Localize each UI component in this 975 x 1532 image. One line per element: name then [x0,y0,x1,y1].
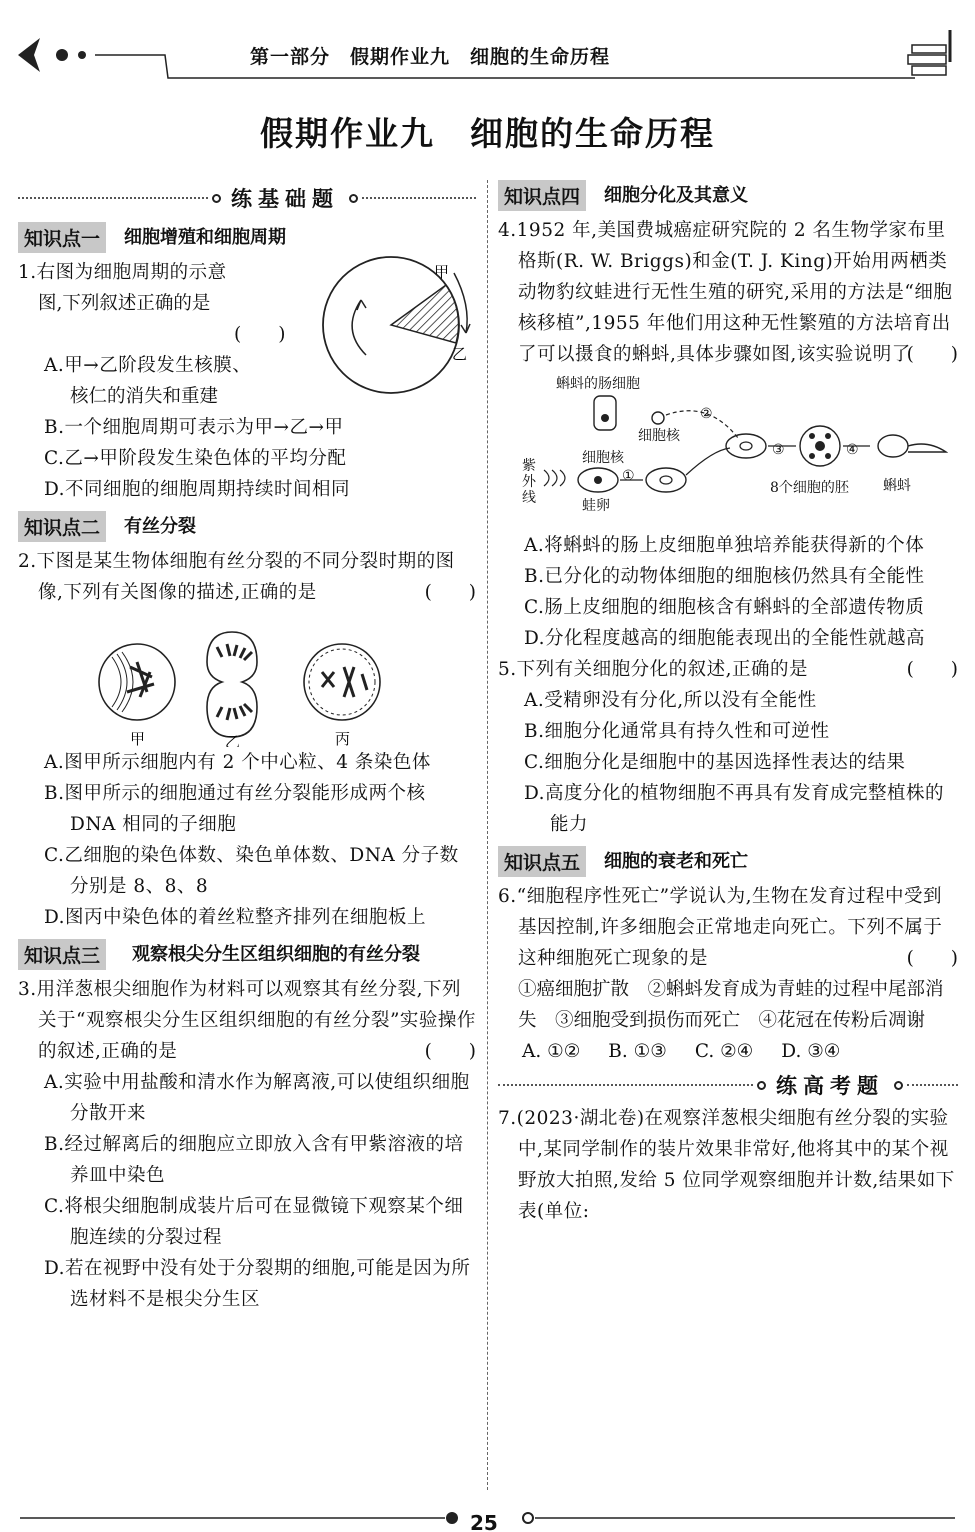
option-d: D.图丙中染色体的着丝粒整齐排列在细胞板上 [44,907,427,928]
page-number: 25 [470,1511,498,1532]
page-header [0,0,975,90]
question-items: ①癌细胞扩散 ②蝌蚪发育成为青蛙的过程中尾部消失 ③细胞受到损伤而死亡 ④花冠在传粉后凋谢 [518,979,944,1031]
figure-label-jia: 甲 [130,730,146,747]
svg-text:细胞核: 细胞核 [638,428,680,444]
option-c: C.将根尖细胞制成装片后可在显微镜下观察某个细胞连续的分裂过程 [44,1196,464,1248]
knowledge-point-2: 知识点二 有丝分裂 [18,511,476,542]
dot-icon [757,1081,766,1090]
option-b: B.细胞分化通常具有持久性和可逆性 [524,721,830,742]
dot-icon [523,1513,533,1523]
option-a: A.将蝌蚪的肠上皮细胞单独培养能获得新的个体 [524,535,925,556]
svg-text:④: ④ [846,442,859,458]
mitosis-figure [82,612,412,747]
question-6: 6.“细胞程序性死亡”学说认为,生物在发育过程中受到基因控制,许多细胞会正常地走向死亡。下列不属于这种细胞死亡现象的是 ( ) ①癌细胞扩散 ②蝌蚪发育成为青蛙的过程中尾部消失 ③细胞受到损伤而死亡 ④花冠在传粉后凋谢 A. ①② B. ①③ C. ②④ D. ③④ [498,881,958,1067]
knowledge-point-4: 知识点四 细胞分化及其意义 [498,180,958,211]
option-d: D.分化程度越高的细胞能表现出的全能性就越高 [524,628,926,649]
answer-bracket: ( ) [906,344,958,365]
option-c: C.肠上皮细胞的细胞核含有蝌蚪的全部遗传物质 [524,597,925,618]
question-5: 5.下列有关细胞分化的叙述,正确的是 ( ) A.受精卵没有分化,所以没有全能性 B.细胞分化通常具有持久性和可逆性 C.细胞分化是细胞中的基因选择性表达的结果 D.高度分化的植物细胞不再具有发育成完整植株的能力 [498,654,958,840]
left-column [18,180,476,1315]
svg-text:③: ③ [772,442,785,458]
nuclear-transfer-figure [498,370,948,520]
svg-text:细胞核: 细胞核 [582,450,624,466]
option-a: A.受精卵没有分化,所以没有全能性 [524,690,817,711]
svg-text:紫: 紫 [522,458,536,474]
option-a: A.甲→乙阶段发生核膜、 [44,355,252,376]
option-c: C. ②④ [694,1041,754,1062]
answer-bracket: ( ) [234,324,286,345]
option-a: A.图甲所示细胞内有 2 个中心粒、4 条染色体 [44,752,431,773]
answer-bracket: ( ) [424,582,476,603]
dot-icon [78,51,86,59]
figure-label-yi: 乙 [225,733,241,747]
answer-bracket: ( ) [906,948,958,969]
uv-label [522,457,537,506]
column-divider [487,180,488,1490]
option-c: C.乙→甲阶段发生染色体的平均分配 [44,448,347,469]
dot-icon [894,1081,903,1090]
svg-text:线: 线 [522,490,536,506]
option-b: B.一个细胞周期可表示为甲→乙→甲 [44,417,344,438]
dot-icon [349,194,358,203]
figure-label-bing: 丙 [335,730,351,747]
svg-text:蝌蚪: 蝌蚪 [883,478,911,494]
option-b: B.图甲所示的细胞通过有丝分裂能形成两个核 DNA 相同的子细胞 [44,783,426,835]
svg-text:蛙卵: 蛙卵 [582,498,610,514]
dot-icon [446,1512,458,1524]
option-c: C.细胞分化是细胞中的基因选择性表达的结果 [524,752,906,773]
arrow-left-icon [18,38,40,72]
figure-label-yi: 乙 [452,345,468,363]
svg-text:蝌蚪的肠细胞: 蝌蚪的肠细胞 [556,376,640,392]
page-title: 假期作业九 细胞的生命历程 [260,114,715,153]
question-7: 7.(2023·湖北卷)在观察洋葱根尖细胞有丝分裂的实验中,某同学制作的装片效果非常好,他将其中的某个视野放大拍照,发给 5 位同学观察细胞并计数,结果如下表(单位: [498,1108,955,1222]
svg-text:外: 外 [522,474,536,490]
option-b: B.已分化的动物体细胞的细胞核仍然具有全能性 [524,566,925,587]
knowledge-point-3: 知识点三 观察根尖分生区组织细胞的有丝分裂 [18,939,476,970]
option-d: D.若在视野中没有处于分裂期的细胞,可能是因为所选材料不是根尖分生区 [44,1258,471,1310]
option-c: C.乙细胞的染色体数、染色单体数、DNA 分子数分别是 8、8、8 [44,845,459,897]
breadcrumb: 第一部分 假期作业九 细胞的生命历程 [250,46,611,68]
question-2: 2.下图是某生物体细胞有丝分裂的不同分裂时期的图像,下列有关图像的描述,正确的是 ( ) 甲 乙 丙 A.图甲所示细胞内有 2 个中心粒、4 条染色体 B.图甲所示的细胞通过有丝分裂能形成两个核 DNA 相同的子细胞 C.乙细胞的染色体数、染色单体数、DNA 分子数分别是 8、8、8 D.图丙中染色体的着丝粒整齐排列在细胞板上 [18,546,476,933]
option-d: D.不同细胞的细胞周期持续时间相同 [44,479,351,500]
answer-bracket: ( ) [906,659,958,680]
right-column [498,180,958,1227]
question-4: 4.1952 年,美国费城癌症研究院的 2 名生物学家布里格斯(R. W. Briggs)和金(T. J. King)开始用两栖类动物豹纹蛙进行无性生殖的研究,采用的方法是“细胞核移植”,1955 年他们用这种无性繁殖的方法培育出了可以摄食的蝌蚪,具体步骤如图,该实验说明了 ( ) 蝌蚪的肠细胞 细胞核 细胞核 蛙卵 8个细胞的胚 蝌蚪 ② ① ③ ④ 紫 外 线 A.将蝌蚪的肠上皮细胞单独培养能获得新的个体 B.已分化的动物体细胞的细胞核仍然具有全能性 C.肠上皮细胞的细胞核含有蝌蚪的全部遗传物质 D.分化程度越高的细胞能表现出的全能性就越高 [498,215,958,654]
dot-icon [212,194,221,203]
books-icon [908,30,950,75]
question-1: 甲 乙 1.右图为细胞周期的示意 图,下列叙述正确的是 ( ) A.甲→乙阶段发生核膜、 核仁的消失和重建 B.一个细胞周期可表示为甲→乙→甲 C.乙→甲阶段发生染色体的平均分配 D.不同细胞的细胞周期持续时间相同 [18,257,476,505]
svg-text:8个细胞的胚: 8个细胞的胚 [770,480,849,496]
option-d: D.高度分化的植物细胞不再具有发育成完整植株的能力 [524,783,945,835]
question-3: 3.用洋葱根尖细胞作为材料可以观察其有丝分裂,下列关于“观察根尖分生区组织细胞的有丝分裂”实验操作的叙述,正确的是 ( ) A.实验中用盐酸和清水作为解离液,可以使组织细胞分散开来 B.经过解离后的细胞应立即放入含有甲紫溶液的培养皿中染色 C.将根尖细胞制成装片后可在显微镜下观察某个细胞连续的分裂过程 D.若在视野中没有处于分裂期的细胞,可能是因为所选材料不是根尖分生区 [18,974,476,1315]
knowledge-point-5: 知识点五 细胞的衰老和死亡 [498,846,958,877]
svg-text:②: ② [700,406,713,422]
svg-text:①: ① [622,468,635,484]
cell-cycle-figure [306,255,476,395]
section-banner-basic: 练基础题 [18,180,476,216]
option-b: B. ①③ [608,1041,667,1062]
section-banner-exam: 练高考题 [498,1067,958,1103]
option-a: A. ①② [522,1041,581,1062]
option-d: D. ③④ [781,1041,841,1062]
answer-bracket: ( ) [424,1041,476,1062]
dot-icon [56,49,68,61]
knowledge-point-1: 知识点一 细胞增殖和细胞周期 [18,222,476,253]
figure-label-jia: 甲 [434,263,450,281]
option-a: A.实验中用盐酸和清水作为解离液,可以使组织细胞分散开来 [44,1072,470,1124]
option-b: B.经过解离后的细胞应立即放入含有甲紫溶液的培养皿中染色 [44,1134,464,1186]
